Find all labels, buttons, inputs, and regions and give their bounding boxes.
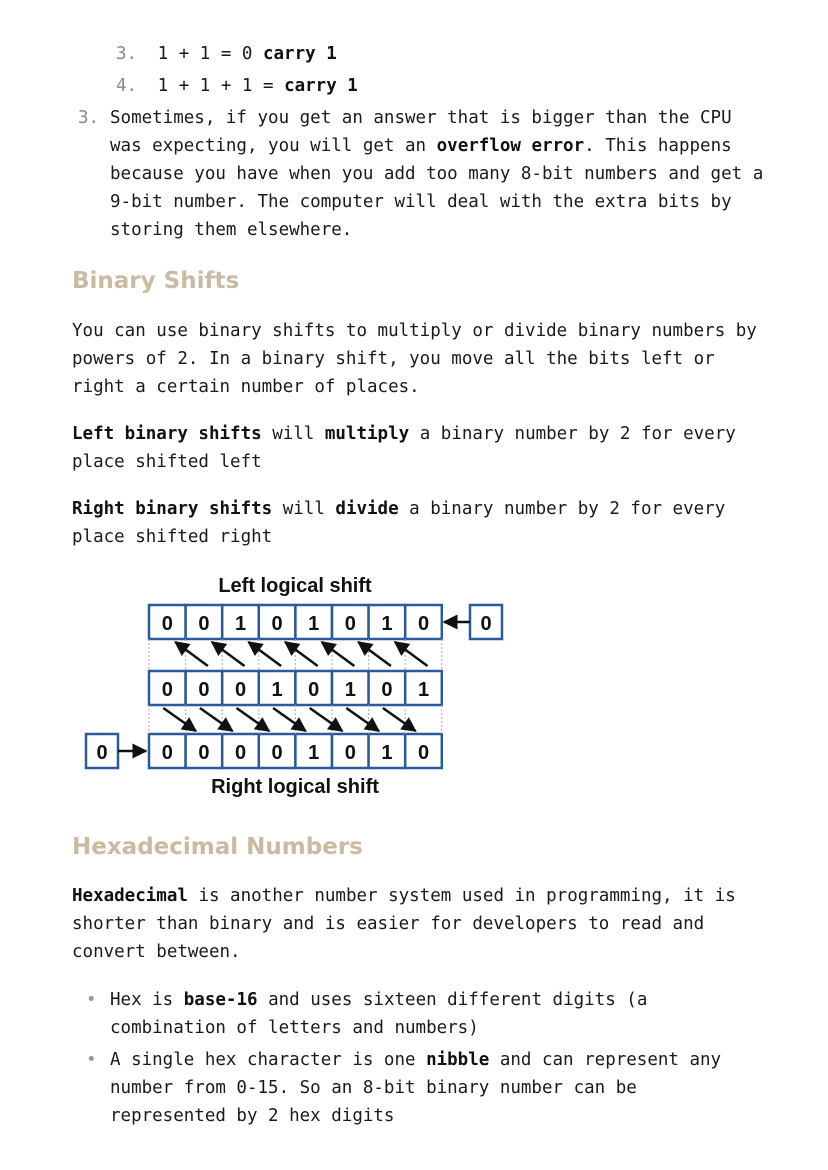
top-input-bit [444, 605, 502, 639]
intro-paragraph: You can use binary shifts to multiply or divide binary numbers by powers of 2. In a binary shift, you move all the bits left or right a certain number of places. [72, 321, 757, 397]
bit-value: 1 [271, 679, 283, 701]
bit-value: 0 [96, 742, 108, 764]
bold-term: Left binary shifts [72, 424, 262, 444]
text: will [272, 499, 336, 519]
list-number: 3. [116, 44, 138, 64]
text: Sometimes, if you get an answer that is bigger than the CPU was expecting, you will get an [110, 108, 732, 156]
bold-term: Right binary shifts [72, 499, 273, 519]
bit-value: 1 [344, 679, 356, 701]
bit-value: 1 [308, 742, 320, 764]
bold-term: base-16 [183, 990, 258, 1010]
bit-value: 1 [381, 613, 393, 635]
text: A single hex character is one [110, 1050, 427, 1070]
shift-arrow-down [200, 708, 233, 731]
shift-arrow-up [395, 642, 428, 666]
shift-arrow-down [346, 708, 379, 731]
text: will [261, 424, 325, 444]
bit-value: 0 [234, 679, 247, 701]
shift-arrow-up [322, 642, 355, 666]
shift-arrow-up [212, 642, 245, 666]
bit-value: 0 [417, 742, 430, 764]
bold-term: carry 1 [284, 76, 358, 96]
bit-value: 0 [417, 613, 430, 635]
section-heading: Binary Shifts [72, 268, 240, 294]
list-number: 3. [78, 108, 100, 128]
bit-value: 0 [344, 613, 356, 635]
bit-value: 0 [198, 742, 210, 764]
bit-value: 0 [198, 613, 210, 635]
bottom-bit-row [149, 734, 442, 768]
top-bit-row [149, 605, 442, 639]
shift-arrow-up [249, 642, 282, 666]
bullet-icon: • [86, 990, 97, 1010]
bold-term: Hexadecimal [72, 886, 188, 906]
shift-arrow-down [383, 708, 416, 731]
shift-arrow-up [285, 642, 318, 666]
left-shift-arrows [175, 642, 427, 666]
hex-bullet-item [110, 986, 760, 1042]
bit-value: 0 [234, 742, 247, 764]
bit-value: 0 [344, 742, 356, 764]
middle-bit-row [149, 671, 442, 705]
bit-value: 0 [308, 679, 320, 701]
text: Hex is [110, 990, 184, 1010]
bit-value: 0 [381, 679, 393, 701]
text: . This happens because you have when you add too many 8-bit numbers and get a 9-bit number. The computer will deal with the extra bits by storing them elsewhere. [110, 136, 764, 240]
bold-term: nibble [426, 1050, 490, 1070]
text: and can represent any number from 0-15. So an 8-bit binary number can be represented by 2 hex digits [110, 1050, 722, 1126]
expression: 1 + 1 + 1 = [157, 76, 285, 96]
hex-bullet-item [110, 1046, 760, 1130]
bold-term: carry 1 [262, 44, 337, 64]
bottom-input-bit [86, 734, 146, 768]
right-shift-arrows [163, 708, 415, 731]
bit-value: 1 [234, 613, 247, 635]
bit-value: 0 [480, 613, 492, 635]
bit-value: 1 [417, 679, 430, 701]
bold-term: overflow error [436, 136, 585, 156]
bold-term: multiply [324, 424, 410, 444]
right-shift-label: Right logical shift [211, 776, 379, 798]
text: a binary number by 2 for every place shifted left [72, 424, 736, 472]
bit-value: 0 [271, 742, 283, 764]
expression: 1 + 1 = 0 [157, 44, 263, 64]
bit-value: 0 [198, 679, 210, 701]
text: is another number system used in programming, it is shorter than binary and is easier for developers to read and convert between. [72, 886, 736, 962]
hex-paragraph [72, 882, 762, 966]
shift-arrow-up [175, 642, 208, 666]
bit-value: 0 [161, 679, 173, 701]
bit-value: 0 [271, 613, 283, 635]
bit-value: 0 [161, 613, 173, 635]
list-number: 4. [116, 76, 138, 96]
text: and uses sixteen different digits (a combination of letters and numbers) [110, 990, 648, 1038]
shift-arrow-down [310, 708, 343, 731]
shift-arrow-down [273, 708, 306, 731]
shift-arrow-down [163, 708, 196, 731]
shift-arrow-down [237, 708, 270, 731]
text: a binary number by 2 for every place shifted right [72, 499, 726, 547]
bold-term: divide [335, 499, 399, 519]
section-heading: Hexadecimal Numbers [72, 834, 363, 860]
bit-value: 0 [161, 742, 173, 764]
shift-arrow-up [358, 642, 391, 666]
bit-value: 1 [308, 613, 320, 635]
left-shift-label: Left logical shift [218, 575, 372, 597]
bit-value: 1 [381, 742, 393, 764]
bullet-icon: • [86, 1050, 97, 1070]
